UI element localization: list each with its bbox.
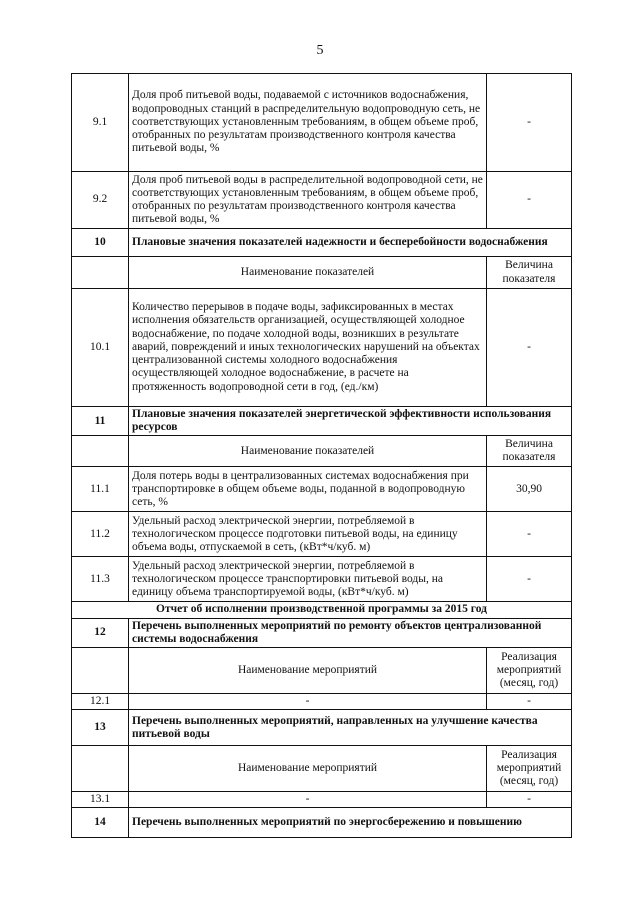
row-value: -: [487, 512, 572, 557]
section-row: [72, 710, 572, 746]
indicators-table: [71, 73, 572, 838]
column-header-value: Реализация мероприятий (месяц, год): [487, 648, 572, 694]
row-text: -: [129, 792, 487, 808]
section-row: [72, 407, 572, 436]
table-row: [72, 694, 572, 710]
column-header-name: Наименование мероприятий: [129, 648, 487, 694]
column-header-value: Реализация мероприятий (месяц, год): [487, 746, 572, 792]
row-value: -: [487, 74, 572, 172]
section-number: 12: [72, 618, 129, 647]
row-value: -: [487, 557, 572, 602]
section-title: Перечень выполненных мероприятий, направленных на улучшение качества питьевой воды: [129, 710, 572, 746]
row-text: Удельный расход электрической энергии, потребляемой в технологическом процессе подготовки питьевой воды, на единицу объема воды, отпускаемой в сеть, (кВт*ч/куб. м): [129, 512, 487, 557]
row-number: 12.1: [72, 694, 129, 710]
column-header-row: [72, 746, 572, 792]
section-row: [72, 229, 572, 257]
row-text: Доля проб питьевой воды, подаваемой с источников водоснабжения, водопроводных станций в распределительную водопроводную сеть, не соответствующих установленным требованиям, в общем объеме проб, отобранных по результатам производственного контроля качества питьевой воды, %: [129, 74, 487, 172]
row-value: -: [487, 792, 572, 808]
row-text: Доля потерь воды в централизованных системах водоснабжения при транспортировке в общем объеме воды, поданной в водопроводную сеть, %: [129, 467, 487, 512]
section-row: [72, 618, 572, 647]
row-number: 11.3: [72, 557, 129, 602]
row-number: 11.2: [72, 512, 129, 557]
report-title-row: [72, 602, 572, 618]
row-number: 9.1: [72, 74, 129, 172]
row-value: -: [487, 172, 572, 229]
column-header-name: Наименование мероприятий: [129, 746, 487, 792]
report-title: Отчет об исполнении производственной программы за 2015 год: [72, 602, 572, 618]
section-title: Плановые значения показателей энергетической эффективности использования ресурсов: [129, 407, 572, 436]
row-number: 11.1: [72, 467, 129, 512]
column-header-row: [72, 257, 572, 289]
section-number: 11: [72, 407, 129, 436]
row-text: Удельный расход электрической энергии, потребляемой в технологическом процессе транспортировки питьевой воды, на единицу объема транспортируемой воды, (кВт*ч/куб. м): [129, 557, 487, 602]
row-number: 9.2: [72, 172, 129, 229]
table-row: [72, 74, 572, 172]
section-title: Перечень выполненных мероприятий по ремонту объектов централизованной системы водоснабжения: [129, 618, 572, 647]
table-row: [72, 172, 572, 229]
section-number: 13: [72, 710, 129, 746]
row-value: 30,90: [487, 467, 572, 512]
row-value: -: [487, 694, 572, 710]
row-text: Количество перерывов в подаче воды, зафиксированных в местах исполнения обязательств организацией, осуществляющей холодное водоснабжение, по подаче холодной воды, возникших в результате аварий, повреждений и иных технологических нарушений на объектах централизованной системы холодного водоснабжения осуществляющей холодное водоснабжение, в расчете на протяженность водопроводной сети в год, (ед./км): [129, 289, 487, 407]
row-number: 10.1: [72, 289, 129, 407]
column-header-row: [72, 648, 572, 694]
table-row: [72, 289, 572, 407]
row-text: -: [129, 694, 487, 710]
row-text: Доля проб питьевой воды в распределительной водопроводной сети, не соответствующих установленным требованиям, в общем объеме проб, отобранных по результатам производственного контроля качества питьевой воды, %: [129, 172, 487, 229]
table-row: [72, 512, 572, 557]
row-number: 13.1: [72, 792, 129, 808]
row-value: -: [487, 289, 572, 407]
table-row: [72, 792, 572, 808]
column-header-name: Наименование показателей: [129, 436, 487, 467]
section-number: 14: [72, 808, 129, 838]
column-header-value: Величина показателя: [487, 436, 572, 467]
section-row: [72, 808, 572, 838]
page-number: 5: [316, 43, 324, 58]
column-header-name: Наименование показателей: [129, 257, 487, 289]
section-title: Перечень выполненных мероприятий по энергосбережению и повышению: [129, 808, 572, 838]
section-number: 10: [72, 229, 129, 257]
column-header-row: [72, 436, 572, 467]
section-title: Плановые значения показателей надежности и бесперебойности водоснабжения: [129, 229, 572, 257]
table-row: [72, 557, 572, 602]
table-row: [72, 467, 572, 512]
column-header-value: Величина показателя: [487, 257, 572, 289]
